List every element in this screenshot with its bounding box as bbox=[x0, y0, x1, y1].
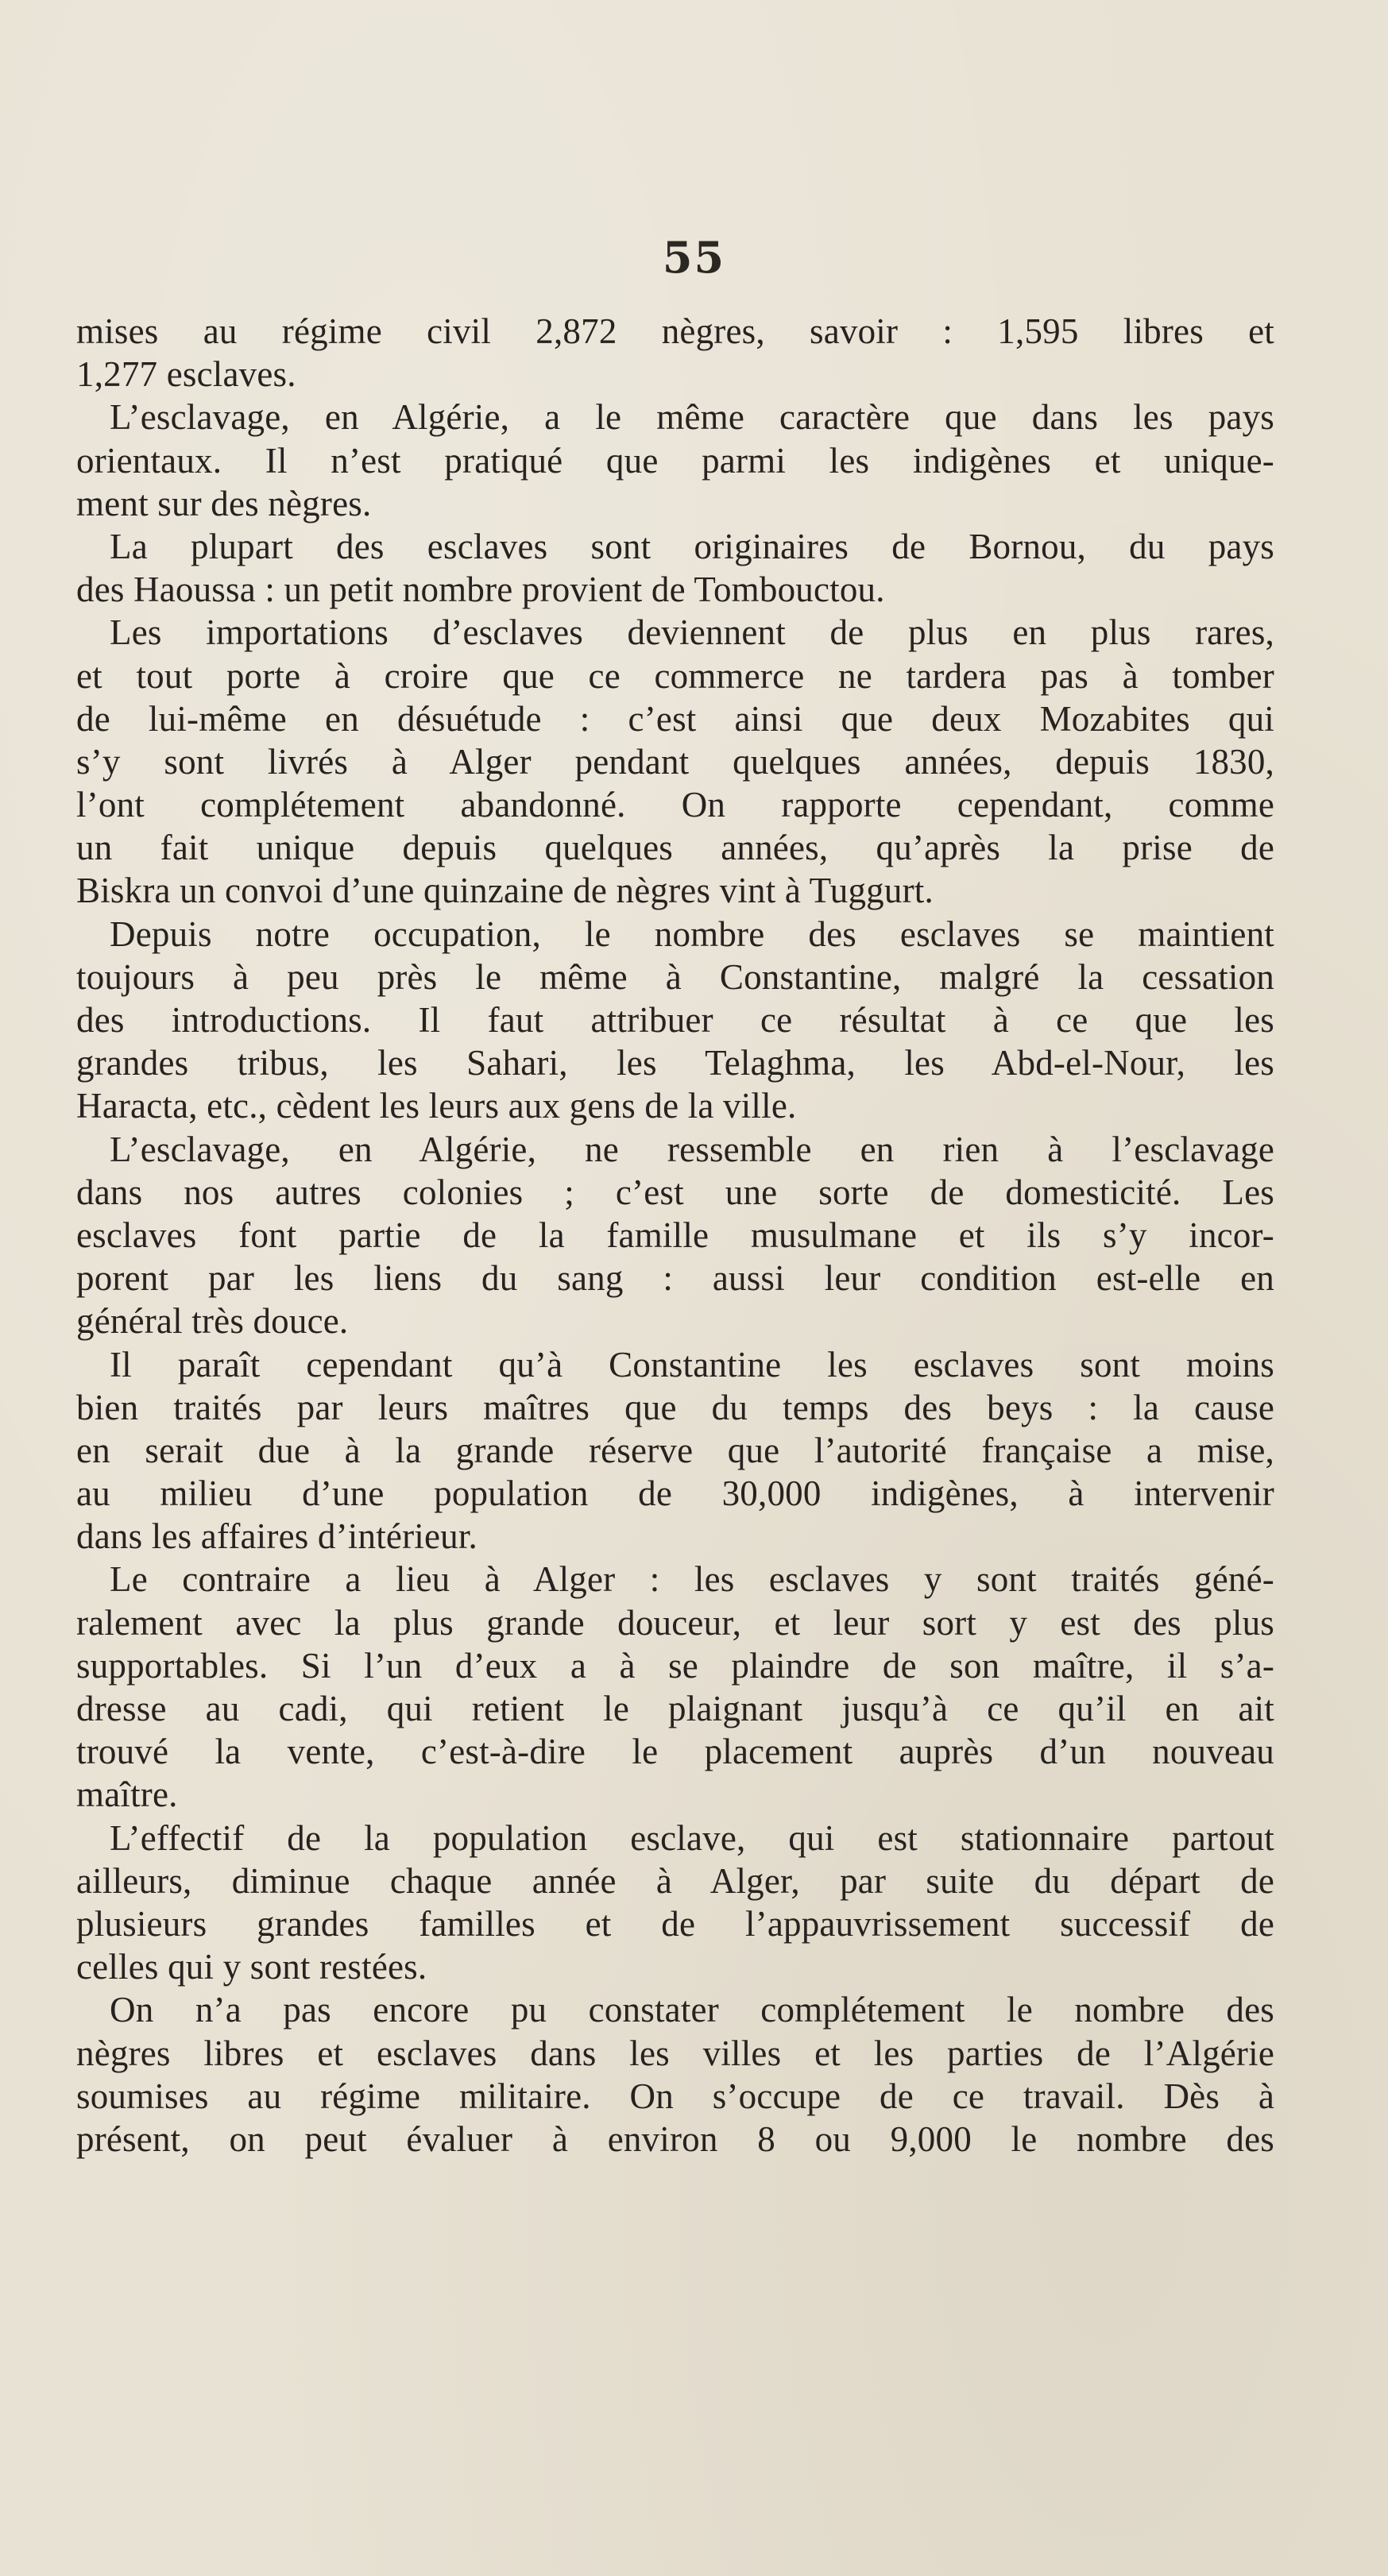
text-line: s’y sont livrés à Alger pendant quelques années, depuis 1830, bbox=[76, 741, 1274, 782]
text-line: porent par les liens du sang : aussi leur condition est-elle en bbox=[76, 1258, 1274, 1299]
text-line: supportables. Si l’un d’eux a à se plaindre de son maître, il s’a- bbox=[76, 1645, 1274, 1686]
text-line: de lui-même en désuétude : c’est ainsi que deux Mozabites qui bbox=[76, 698, 1274, 739]
text-line: ailleurs, diminue chaque année à Alger, par suite du départ de bbox=[76, 1860, 1274, 1901]
text-line: toujours à peu près le même à Constantine, malgré la cessation bbox=[76, 956, 1274, 997]
text-line: Les importations d’esclaves deviennent de plus en plus rares, bbox=[110, 612, 1274, 653]
text-line: esclaves font partie de la famille musulmane et ils s’y incor- bbox=[76, 1215, 1274, 1255]
text-line: Le contraire a lieu à Alger : les esclaves y sont traités géné- bbox=[110, 1559, 1274, 1600]
text-line: général très douce. bbox=[76, 1301, 349, 1342]
text-line: L’esclavage, en Algérie, ne ressemble en rien à l’esclavage bbox=[110, 1129, 1274, 1169]
text-line: au milieu d’une population de 30,000 indigènes, à intervenir bbox=[76, 1473, 1274, 1514]
text-line: Haracta, etc., cèdent les leurs aux gens de la ville. bbox=[76, 1086, 797, 1126]
text-line: grandes tribus, les Sahari, les Telaghma, les Abd-el-Nour, les bbox=[76, 1043, 1274, 1083]
text-line: nègres libres et esclaves dans les villes et les parties de l’Algérie bbox=[76, 2033, 1274, 2073]
text-line: dresse au cadi, qui retient le plaignant jusqu’à ce qu’il en ait bbox=[76, 1689, 1274, 1728]
text-line: mises au régime civil 2,872 nègres, savoir : 1,595 libres et bbox=[76, 311, 1274, 351]
text-line: Depuis notre occupation, le nombre des esclaves se maintient bbox=[110, 913, 1274, 954]
text-line: en serait due à la grande réserve que l’autorité française a mise, bbox=[76, 1430, 1274, 1470]
text-line: présent, on peut évaluer à environ 8 ou 9,000 le nombre des bbox=[76, 2118, 1274, 2159]
text-line: trouvé la vente, c’est-à-dire le placement auprès d’un nouveau bbox=[76, 1732, 1274, 1772]
text-line: soumises au régime militaire. On s’occupe de ce travail. Dès à bbox=[76, 2076, 1274, 2116]
text-line: dans nos autres colonies ; c’est une sorte de domesticité. Les bbox=[76, 1172, 1274, 1212]
text-line: un fait unique depuis quelques années, qu’après la prise de bbox=[76, 828, 1274, 868]
text-line: l’ont complétement abandonné. On rapporte cependant, comme bbox=[76, 785, 1274, 825]
text-line: maître. bbox=[76, 1775, 178, 1815]
page-number: 55 bbox=[662, 232, 726, 283]
text-line: dans les affaires d’intérieur. bbox=[76, 1516, 477, 1557]
text-line: On n’a pas encore pu constater complétement le nombre des bbox=[110, 1990, 1274, 2030]
text-line: des Haoussa : un petit nombre provient de Tombouctou. bbox=[76, 570, 885, 610]
text-line: Il paraît cependant qu’à Constantine les esclaves sont moins bbox=[110, 1344, 1274, 1385]
text-line: L’esclavage, en Algérie, a le même caractère que dans les pays bbox=[110, 397, 1274, 438]
text-line: des introductions. Il faut attribuer ce résultat à ce que les bbox=[76, 1000, 1274, 1040]
text-line: 1,277 esclaves. bbox=[76, 354, 296, 395]
text-line: et tout porte à croire que ce commerce ne tardera pas à tomber bbox=[76, 655, 1274, 696]
text-line: Biskra un convoi d’une quinzaine de nègres vint à Tuggurt. bbox=[76, 871, 934, 911]
text-line: bien traités par leurs maîtres que du temps des beys : la cause bbox=[76, 1387, 1274, 1427]
text-line: celles qui y sont restées. bbox=[76, 1947, 427, 1987]
text-line: ralement avec la plus grande douceur, et leur sort y est des plus bbox=[76, 1602, 1274, 1643]
text-line: ment sur des nègres. bbox=[76, 483, 372, 523]
text-line: plusieurs grandes familles et de l’appauvrissement successif de bbox=[76, 1903, 1274, 1944]
body-text bbox=[76, 310, 1274, 2161]
text-line: orientaux. Il n’est pratiqué que parmi les indigènes et unique- bbox=[76, 440, 1274, 481]
text-line: L’effectif de la population esclave, qui est stationnaire partout bbox=[110, 1817, 1274, 1858]
text-line: La plupart des esclaves sont originaires de Bornou, du pays bbox=[110, 526, 1274, 566]
